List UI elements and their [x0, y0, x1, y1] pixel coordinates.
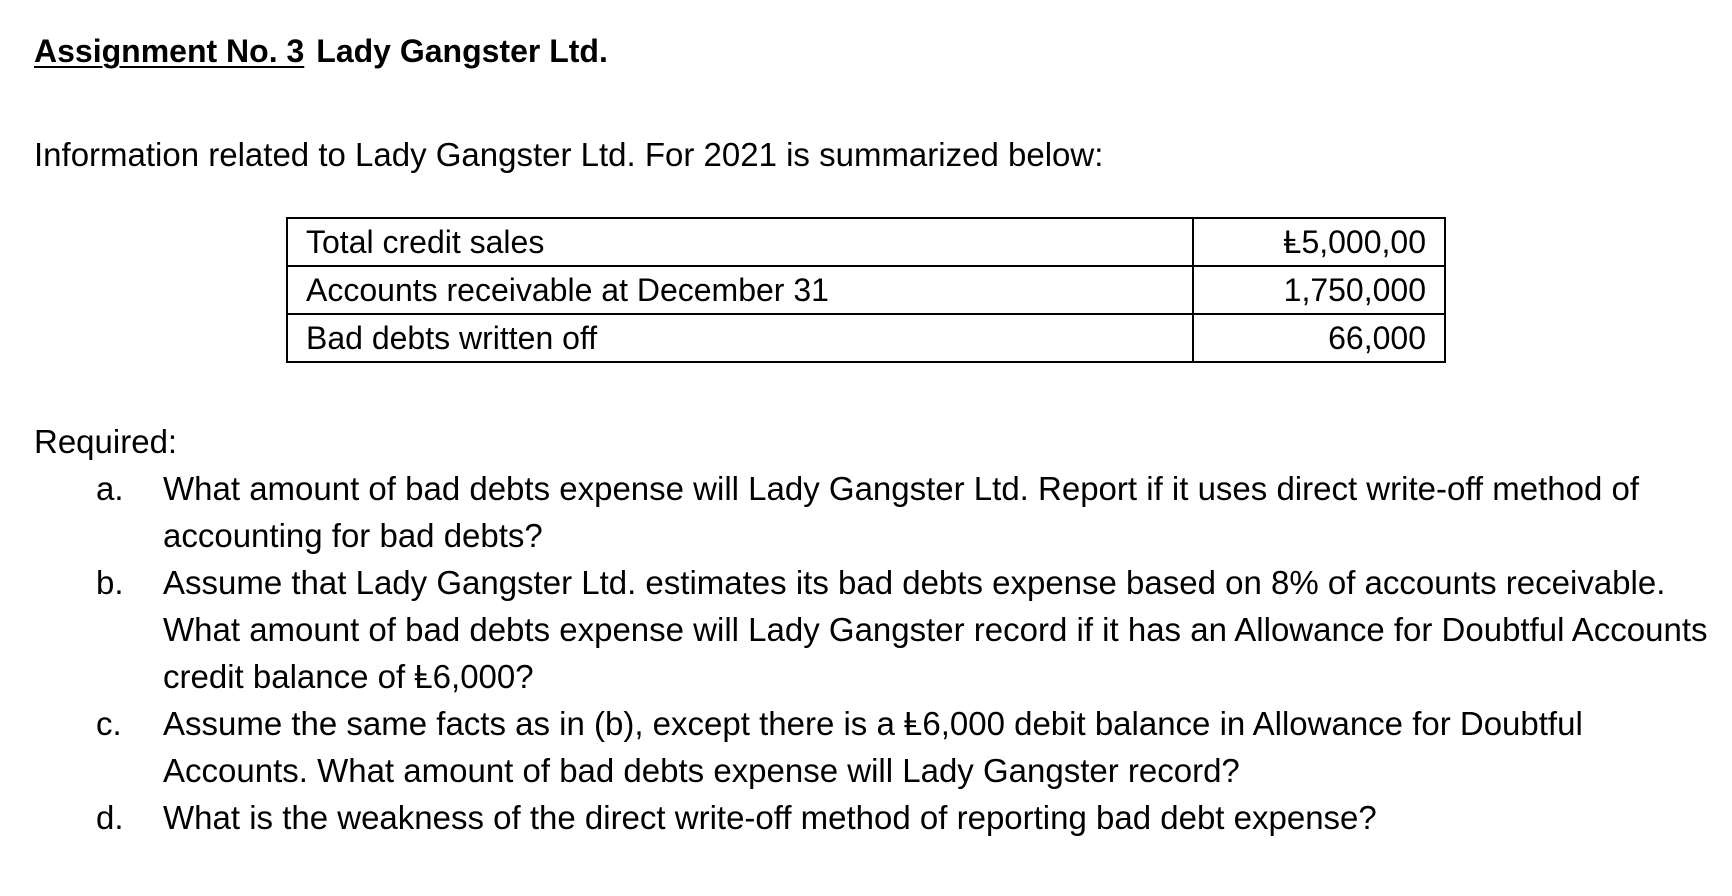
table-row — [287, 266, 1445, 314]
list-item — [34, 700, 1714, 794]
question-marker-d: d. — [96, 799, 124, 836]
row-label-accounts-receivable: Accounts receivable at December 31 — [287, 266, 1193, 314]
question-marker-c: c. — [96, 705, 122, 742]
row-value-bad-debts-written-off: 66,000 — [1193, 314, 1445, 362]
row-value-total-credit-sales: Ⱡ5,000,00 — [1193, 218, 1445, 266]
required-heading: Required: — [34, 423, 178, 460]
list-item — [34, 559, 1714, 700]
row-label-total-credit-sales: Total credit sales — [287, 218, 1193, 266]
assignment-label: Assignment No. 3 — [34, 33, 305, 69]
table-row — [287, 314, 1445, 362]
intro-paragraph: Information related to Lady Gangster Ltd. For 2021 is summarized below: — [34, 136, 1104, 173]
question-text-a: What amount of bad debts expense will Lady Gangster Ltd. Report if it uses direct write-off method of accounting for bad debts? — [163, 470, 1639, 554]
question-text-c: Assume the same facts as in (b), except there is a Ⱡ6,000 debit balance in Allowance for Doubtful Accounts. What amount of bad debts expense will Lady Gangster record? — [163, 705, 1583, 789]
list-item — [34, 794, 1714, 841]
row-value-accounts-receivable: 1,750,000 — [1193, 266, 1445, 314]
question-text-d: What is the weakness of the direct write-off method of reporting bad debt expense? — [163, 799, 1377, 836]
question-text-b: Assume that Lady Gangster Ltd. estimates its bad debts expense based on 8% of accounts receivable. What amount of bad debts expense will Lady Gangster record if it has an Allowance for Doubtful Accounts credit balance of Ⱡ6,000? — [163, 564, 1708, 695]
row-label-bad-debts-written-off: Bad debts written off — [287, 314, 1193, 362]
question-marker-b: b. — [96, 564, 124, 601]
table-row — [287, 218, 1445, 266]
list-item — [34, 465, 1714, 559]
required-section — [34, 418, 1714, 841]
question-marker-a: a. — [96, 470, 124, 507]
required-question-list — [34, 465, 1714, 841]
company-name: Lady Gangster Ltd. — [316, 33, 608, 69]
document-title — [34, 31, 1732, 71]
financial-info-table — [286, 217, 1446, 363]
